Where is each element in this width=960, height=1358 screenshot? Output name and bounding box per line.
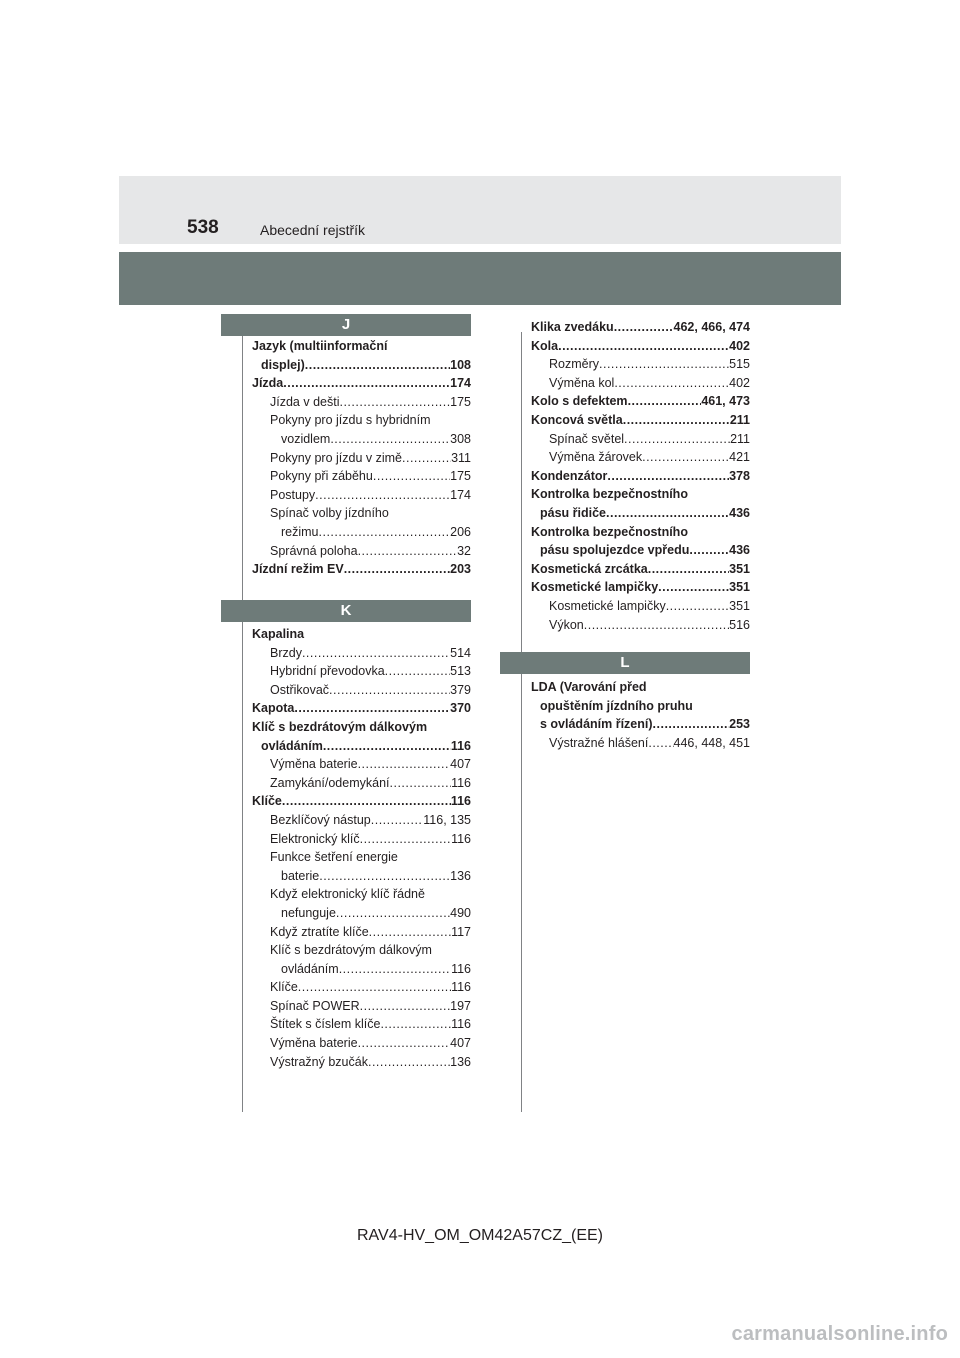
index-entry-page: 308 bbox=[450, 431, 471, 446]
leader-dots bbox=[344, 560, 450, 579]
index-entry-label: Klíče bbox=[270, 980, 298, 995]
index-column-right bbox=[531, 318, 750, 750]
leader-dots bbox=[606, 504, 729, 523]
leader-dots bbox=[329, 681, 450, 700]
index-entry-page: 175 bbox=[450, 469, 471, 484]
leader-dots bbox=[302, 644, 450, 663]
index-entry-label: Hybridní převodovka bbox=[270, 664, 385, 679]
index-entry bbox=[252, 1015, 471, 1034]
index-list-j bbox=[252, 337, 471, 579]
index-entry-page: 211 bbox=[730, 431, 750, 446]
index-entry-label: Správná poloha bbox=[270, 543, 358, 558]
index-entry-page: 116 bbox=[450, 794, 471, 809]
index-entry bbox=[252, 941, 471, 960]
index-entry bbox=[252, 430, 471, 449]
index-entry bbox=[531, 616, 750, 635]
index-entry-page: 116, 135 bbox=[423, 812, 471, 827]
index-entry bbox=[531, 467, 750, 486]
index-entry bbox=[252, 542, 471, 561]
index-entry-label: Spínač světel bbox=[549, 431, 625, 446]
index-entry-page: 203 bbox=[450, 562, 471, 577]
index-entry-page: 211 bbox=[729, 412, 750, 427]
index-entry bbox=[252, 337, 471, 356]
index-entry bbox=[531, 504, 750, 523]
index-entry-label: Kontrolka bezpečnostního bbox=[531, 524, 688, 539]
index-entry-page: 446, 448, 451 bbox=[673, 735, 750, 750]
index-entry bbox=[252, 393, 471, 412]
leader-dots bbox=[624, 430, 730, 449]
column-divider-left bbox=[242, 332, 243, 1112]
index-entry bbox=[252, 1053, 471, 1072]
index-entry-label: ovládáním bbox=[261, 738, 323, 753]
index-entry-page: 351 bbox=[729, 580, 750, 595]
index-entry bbox=[252, 681, 471, 700]
index-entry-page: 490 bbox=[450, 905, 471, 920]
section-header-l: L bbox=[500, 652, 750, 674]
leader-dots bbox=[558, 337, 729, 356]
index-entry-label: Kapalina bbox=[252, 627, 305, 641]
leader-dots bbox=[402, 449, 451, 468]
watermark: carmanualsonline.info bbox=[731, 1323, 948, 1345]
index-entry-label: Štítek s číslem klíče bbox=[270, 1017, 381, 1032]
leader-dots bbox=[336, 904, 450, 923]
index-entry bbox=[252, 662, 471, 681]
leader-dots bbox=[653, 715, 730, 734]
index-entry-label: displej) bbox=[261, 357, 305, 372]
section-header-j: J bbox=[221, 314, 471, 336]
leader-dots bbox=[358, 755, 451, 774]
index-entry-label: baterie bbox=[281, 868, 320, 883]
index-entry-label: pásu spolujezdce vpředu bbox=[540, 543, 690, 558]
index-entry bbox=[531, 523, 750, 542]
leader-dots bbox=[294, 699, 450, 718]
leader-dots bbox=[648, 734, 673, 753]
leader-dots bbox=[298, 978, 451, 997]
index-entry-page: 108 bbox=[450, 357, 471, 372]
index-entry-label: Bezklíčový nástup bbox=[270, 812, 371, 827]
index-entry-label: Funkce šetření energie bbox=[270, 850, 398, 865]
index-entry-label: pásu řidiče bbox=[540, 505, 606, 520]
leader-dots bbox=[282, 792, 451, 811]
header-band bbox=[119, 252, 841, 305]
leader-dots bbox=[623, 411, 730, 430]
leader-dots bbox=[599, 355, 729, 374]
index-entry-label: Brzdy bbox=[270, 645, 302, 660]
index-entry bbox=[531, 597, 750, 616]
leader-dots bbox=[658, 578, 729, 597]
index-entry-label: Výstražné hlášení bbox=[549, 735, 649, 750]
leader-dots bbox=[373, 467, 450, 486]
index-entry-label: Jízdní režim EV bbox=[252, 562, 344, 577]
index-entry-label: Když elektronický klíč řádně bbox=[270, 887, 425, 902]
index-entry bbox=[252, 644, 471, 663]
leader-dots bbox=[315, 486, 450, 505]
index-entry bbox=[252, 374, 471, 393]
index-entry-page: 116 bbox=[451, 980, 471, 995]
index-list-k bbox=[252, 625, 471, 1071]
leader-dots bbox=[319, 523, 451, 542]
index-entry-page: 116 bbox=[451, 961, 471, 976]
leader-dots bbox=[648, 560, 729, 579]
index-entry bbox=[531, 485, 750, 504]
index-entry-page: 116 bbox=[451, 775, 471, 790]
index-entry bbox=[252, 523, 471, 542]
leader-dots bbox=[390, 774, 452, 793]
index-entry-page: 402 bbox=[729, 338, 750, 353]
index-entry bbox=[252, 718, 471, 737]
index-list-l bbox=[531, 678, 750, 752]
index-entry bbox=[252, 625, 471, 644]
index-entry bbox=[531, 678, 750, 697]
index-entry-page: 175 bbox=[450, 394, 471, 409]
index-entry-page: 116 bbox=[450, 738, 471, 753]
index-entry-label: Spínač volby jízdního bbox=[270, 506, 389, 521]
index-entry-page: 402 bbox=[729, 375, 750, 390]
index-entry-label: Pokyny při záběhu bbox=[270, 469, 373, 484]
index-entry-label: Klíč s bezdrátovým dálkovým bbox=[252, 719, 428, 734]
index-entry-page: 513 bbox=[450, 664, 471, 679]
leader-dots bbox=[369, 923, 451, 942]
leader-dots bbox=[614, 374, 729, 393]
index-entry bbox=[531, 411, 750, 430]
index-entry bbox=[531, 392, 750, 411]
document-code: RAV4-HV_OM_OM42A57CZ_(EE) bbox=[357, 1227, 603, 1244]
index-entry-page: 462, 466, 474 bbox=[673, 320, 750, 334]
index-entry-page: 116 bbox=[451, 831, 471, 846]
leader-dots bbox=[305, 356, 450, 375]
index-entry-page: 311 bbox=[451, 450, 471, 465]
header-bar bbox=[119, 176, 841, 244]
index-entry bbox=[252, 467, 471, 486]
index-entry bbox=[252, 356, 471, 375]
leader-dots bbox=[380, 1015, 451, 1034]
index-entry-label: Pokyny pro jízdu s hybridním bbox=[270, 413, 431, 428]
index-entry-label: Výměna baterie bbox=[270, 1036, 358, 1051]
leader-dots bbox=[339, 393, 450, 412]
index-entry-label: Zamykání/odemykání bbox=[270, 775, 390, 790]
index-entry-label: Koncová světla bbox=[531, 412, 623, 427]
index-entry-page: 32 bbox=[457, 543, 471, 558]
leader-dots bbox=[358, 1034, 451, 1053]
index-entry-label: Postupy bbox=[270, 487, 316, 502]
index-entry-page: 516 bbox=[729, 617, 750, 632]
index-entry bbox=[252, 848, 471, 867]
index-entry bbox=[531, 448, 750, 467]
page-number: 538 bbox=[187, 217, 219, 238]
index-entry bbox=[252, 960, 471, 979]
index-entry-label: Jízda bbox=[252, 376, 284, 391]
index-entry-page: 351 bbox=[729, 561, 750, 576]
index-entry bbox=[252, 885, 471, 904]
index-entry bbox=[252, 792, 471, 811]
index-entry-label: Klika zvedáku bbox=[531, 320, 614, 334]
index-entry bbox=[252, 486, 471, 505]
index-entry-label: Klíče bbox=[252, 794, 282, 809]
index-entry-label: vozidlem bbox=[281, 431, 331, 446]
index-entry-page: 117 bbox=[451, 924, 471, 939]
index-entry bbox=[531, 734, 750, 753]
index-entry-label: Kondenzátor bbox=[531, 468, 608, 483]
index-entry bbox=[252, 449, 471, 468]
index-entry bbox=[531, 430, 750, 449]
index-entry bbox=[252, 699, 471, 718]
column-divider-right bbox=[521, 332, 522, 1112]
leader-dots bbox=[628, 392, 702, 411]
leader-dots bbox=[319, 867, 450, 886]
index-entry-label: Rozměry bbox=[549, 357, 600, 372]
index-entry-page: 515 bbox=[729, 357, 750, 372]
index-entry bbox=[252, 830, 471, 849]
index-entry-page: 514 bbox=[450, 645, 471, 660]
index-entry-page: 461, 473 bbox=[701, 394, 750, 409]
index-entry-page: 407 bbox=[450, 1036, 471, 1051]
index-entry-page: 136 bbox=[450, 1054, 471, 1069]
index-entry-label: Výstražný bzučák bbox=[270, 1054, 368, 1069]
index-entry-label: nefunguje bbox=[281, 905, 336, 920]
index-entry bbox=[252, 737, 471, 756]
leader-dots bbox=[642, 448, 729, 467]
leader-dots bbox=[666, 597, 729, 616]
index-entry-label: Klíč s bezdrátovým dálkovým bbox=[270, 943, 432, 958]
index-entry bbox=[252, 411, 471, 430]
index-entry bbox=[531, 355, 750, 374]
index-entry-label: Kola bbox=[531, 338, 559, 353]
index-entry bbox=[252, 774, 471, 793]
leader-dots bbox=[360, 997, 451, 1016]
index-entry bbox=[531, 337, 750, 356]
index-entry bbox=[531, 715, 750, 734]
index-entry-label: Kapota bbox=[252, 701, 295, 716]
index-entry-label: Ostřikovač bbox=[270, 682, 330, 697]
index-entry-page: 136 bbox=[450, 868, 471, 883]
index-entry-page: 174 bbox=[450, 487, 471, 502]
index-entry-label: Jízda v dešti bbox=[270, 394, 340, 409]
index-entry-label: ovládáním bbox=[281, 961, 339, 976]
leader-dots bbox=[339, 960, 451, 979]
index-entry-page: 379 bbox=[450, 682, 471, 697]
index-entry-label: Kontrolka bezpečnostního bbox=[531, 487, 688, 502]
leader-dots bbox=[614, 318, 674, 337]
index-entry bbox=[252, 978, 471, 997]
leader-dots bbox=[358, 542, 458, 561]
index-entry bbox=[531, 578, 750, 597]
index-entry-label: Kosmetické lampičky bbox=[549, 598, 666, 613]
index-entry-page: 197 bbox=[450, 998, 471, 1013]
index-list-k-continued bbox=[531, 318, 750, 634]
index-entry-page: 436 bbox=[729, 543, 750, 558]
index-entry-page: 378 bbox=[729, 468, 750, 483]
index-entry bbox=[252, 811, 471, 830]
index-entry bbox=[252, 867, 471, 886]
index-entry-page: 351 bbox=[729, 598, 750, 613]
index-entry-label: Výměna kol bbox=[549, 375, 615, 390]
index-entry bbox=[531, 560, 750, 579]
index-entry-page: 116 bbox=[451, 1017, 471, 1032]
page-title: Abecední rejstřík bbox=[260, 222, 366, 238]
index-entry bbox=[252, 504, 471, 523]
index-entry-label: Jazyk (multiinformační bbox=[252, 339, 388, 353]
leader-dots bbox=[283, 374, 450, 393]
index-entry bbox=[252, 560, 471, 579]
index-entry-label: Kolo s defektem bbox=[531, 394, 628, 409]
index-entry-page: 253 bbox=[729, 717, 750, 732]
index-entry bbox=[252, 997, 471, 1016]
index-entry-label: Výkon bbox=[549, 617, 584, 632]
index-entry-label: Kosmetické lampičky bbox=[531, 580, 659, 595]
index-entry-label: Výměna žárovek bbox=[549, 450, 643, 465]
leader-dots bbox=[689, 541, 729, 560]
index-entry-label: Spínač POWER bbox=[270, 998, 360, 1013]
leader-dots bbox=[385, 662, 450, 681]
leader-dots bbox=[607, 467, 729, 486]
index-entry-label: Kosmetická zrcátka bbox=[531, 561, 648, 576]
index-entry bbox=[252, 1034, 471, 1053]
index-entry bbox=[252, 923, 471, 942]
index-entry-page: 206 bbox=[450, 524, 471, 539]
index-entry-page: 407 bbox=[450, 757, 471, 772]
section-header-k: K bbox=[221, 600, 471, 622]
leader-dots bbox=[368, 1053, 450, 1072]
index-entry-label: režimu bbox=[281, 524, 319, 539]
index-entry-page: 174 bbox=[450, 376, 471, 391]
index-entry-label: Když ztratíte klíče bbox=[270, 924, 369, 939]
index-entry-label: opuštěním jízdního pruhu bbox=[540, 698, 693, 713]
index-entry bbox=[531, 541, 750, 560]
index-column-left bbox=[252, 337, 471, 1069]
index-entry bbox=[252, 904, 471, 923]
index-entry-label: Elektronický klíč bbox=[270, 831, 360, 846]
leader-dots bbox=[371, 811, 424, 830]
index-entry-label: LDA (Varování před bbox=[531, 680, 647, 694]
leader-dots bbox=[330, 430, 450, 449]
leader-dots bbox=[360, 830, 451, 849]
index-entry-page: 421 bbox=[729, 450, 750, 465]
leader-dots bbox=[584, 616, 729, 635]
index-entry-page: 436 bbox=[729, 505, 750, 520]
index-entry-page: 370 bbox=[450, 701, 471, 716]
index-entry bbox=[531, 374, 750, 393]
index-entry bbox=[531, 697, 750, 716]
index-entry bbox=[531, 318, 750, 337]
index-entry-label: Výměna baterie bbox=[270, 757, 358, 772]
leader-dots bbox=[323, 737, 451, 756]
index-entry-label: Pokyny pro jízdu v zimě bbox=[270, 450, 402, 465]
index-entry bbox=[252, 755, 471, 774]
index-entry-label: s ovládáním řízení) bbox=[540, 717, 653, 732]
